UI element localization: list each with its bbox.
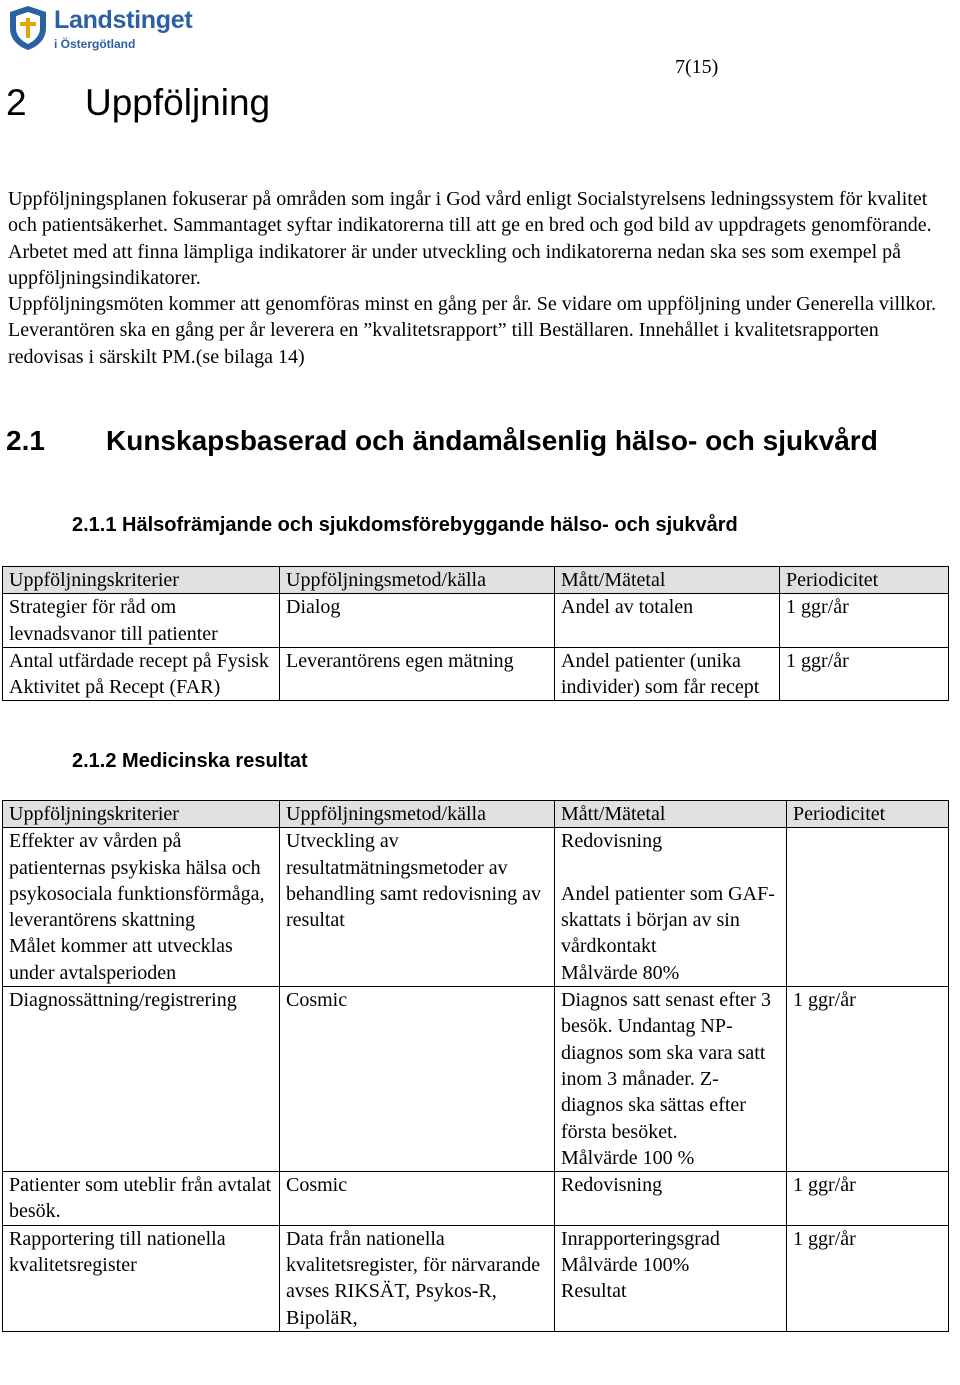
col-header: Mått/Mätetal <box>555 567 780 594</box>
cell-text: Andel av totalen <box>561 596 694 619</box>
logo-subtitle: i Östergötland <box>54 37 136 51</box>
section-number: 2 <box>6 82 27 123</box>
cell-text: Målvärde 100 % <box>561 1146 695 1169</box>
cell-text: Leverantörens egen mätning <box>286 649 514 672</box>
cell-matt <box>555 1225 787 1331</box>
table-row <box>3 828 949 987</box>
table-row <box>3 647 949 701</box>
sub-heading-2-1-2: 2.1.2 Medicinska resultat <box>72 750 308 772</box>
cell-kriterier <box>3 1172 280 1226</box>
cell-text: Dialog <box>286 596 341 619</box>
cell-text: Data från nationella kvalitetsregister, för närvarande avses RIKSÄT, Psykos-R, BipoläR, <box>286 1227 541 1329</box>
section-heading <box>6 82 270 124</box>
col-header: Periodicitet <box>780 567 949 594</box>
cell-kriterier <box>3 594 280 648</box>
intro-paragraph: Leverantören ska en gång per år leverera en ”kvalitetsrapport” till Beställaren. Innehållet i kvalitetsrapporten redovisas i särskilt PM.(se bilaga 14) <box>8 319 879 368</box>
cell-metod <box>280 594 555 648</box>
cell-period: 1 ggr/år <box>787 1172 949 1226</box>
cell-text: Andel patienter (unika individer) som får recept <box>561 649 760 699</box>
col-header: Uppföljningsmetod/källa <box>280 801 555 828</box>
page-number: 7(15) <box>675 56 719 78</box>
intro-text <box>8 186 953 370</box>
cell-text: Effekter av vården på patienternas psykiska hälsa och psykosociala funktionsförmåga, leverantörens skattning <box>9 830 265 932</box>
table-header-row <box>3 567 949 594</box>
cell-metod <box>280 987 555 1172</box>
cell-period: 1 ggr/år <box>787 1225 949 1331</box>
cell-text: Redovisning <box>561 830 663 853</box>
cell-period <box>787 828 949 987</box>
cell-text: Diagnossättning/registrering <box>9 989 237 1012</box>
col-header: Uppföljningsmetod/källa <box>280 567 555 594</box>
table-health-promotion <box>2 566 949 701</box>
cell-text: Inrapporteringsgrad <box>561 1227 720 1250</box>
table-row <box>3 987 949 1172</box>
intro-paragraph: Uppföljningsmöten kommer att genomföras minst en gång per år. Se vidare om uppföljning under Generella villkor. <box>8 293 937 316</box>
sub-heading-2-1-1: 2.1.1 Hälsofrämjande och sjukdomsförebyggande hälso- och sjukvård <box>72 514 738 536</box>
cell-text: Rapportering till nationella kvalitetsregister <box>9 1227 226 1277</box>
section-title: Uppföljning <box>85 82 271 123</box>
cell-period: 1 ggr/år <box>787 987 949 1172</box>
cell-metod <box>280 1225 555 1331</box>
table-medical-results <box>2 800 949 1332</box>
logo-emblem-icon <box>6 4 50 52</box>
cell-kriterier <box>3 828 280 987</box>
cell-period: 1 ggr/år <box>780 594 949 648</box>
cell-metod <box>280 647 555 701</box>
cell-metod <box>280 1172 555 1226</box>
col-header: Uppföljningskriterier <box>3 567 280 594</box>
cell-matt <box>555 647 780 701</box>
cell-kriterier <box>3 647 280 701</box>
logo-name: Landstinget <box>54 6 193 34</box>
cell-matt <box>555 987 787 1172</box>
cell-text: Antal utfärdade recept på Fysisk Aktivitet på Recept (FAR) <box>9 649 269 699</box>
cell-text <box>561 855 780 881</box>
cell-kriterier <box>3 1225 280 1331</box>
cell-metod <box>280 828 555 987</box>
cell-text: Cosmic <box>286 1174 348 1197</box>
cell-matt <box>555 594 780 648</box>
table-row <box>3 1225 949 1331</box>
cell-matt <box>555 1172 787 1226</box>
cell-text: Strategier för råd om levnadsvanor till patienter <box>9 596 218 645</box>
cell-kriterier <box>3 987 280 1172</box>
table-row <box>3 594 949 648</box>
subsection-heading <box>6 424 906 458</box>
col-header: Uppföljningskriterier <box>3 801 280 828</box>
cell-text: Redovisning <box>561 1174 663 1197</box>
subsection-number: 2.1 <box>6 425 45 456</box>
cell-period: 1 ggr/år <box>780 647 949 701</box>
cell-text: Målvärde 100% <box>561 1254 690 1277</box>
cell-text: Diagnos satt senast efter 3 besök. Undantag NP-diagnos som ska vara satt inom 3 månader. Z-diagnos ska sättas efter första besöket. <box>561 989 771 1143</box>
col-header: Periodicitet <box>787 801 949 828</box>
cell-text: Utveckling av resultatmätningsmetoder av behandling samt redovisning av resultat <box>286 830 541 932</box>
cell-text: Andel patienter som GAF-skattats i början av sin vårdkontakt <box>561 882 775 958</box>
cell-text: Målvärde 80% <box>561 961 680 984</box>
table-header-row <box>3 801 949 828</box>
logo <box>6 2 216 56</box>
cell-text: Cosmic <box>286 989 348 1012</box>
subsection-title: Kunskapsbaserad och ändamålsenlig hälso- och sjukvård <box>106 425 878 456</box>
table-row <box>3 1172 949 1226</box>
cell-text: Patienter som uteblir från avtalat besök. <box>9 1174 272 1223</box>
cell-text: Resultat <box>561 1280 627 1303</box>
cell-text: Målet kommer att utvecklas under avtalsperioden <box>9 935 233 984</box>
col-header: Mått/Mätetal <box>555 801 787 828</box>
intro-paragraph: Uppföljningsplanen fokuserar på områden som ingår i God vård enligt Socialstyrelsens ledningssystem för kvalitet och patientsäkerhet. Sammantaget syftar indikatorerna till att ge en bred och god bild av uppdragets genomförande. Arbetet med att finna lämpliga indikatorer är under utveckling och indikatorerna nedan ska ses som exempel på uppföljningsindikatorer. <box>8 188 932 289</box>
cell-matt <box>555 828 787 987</box>
